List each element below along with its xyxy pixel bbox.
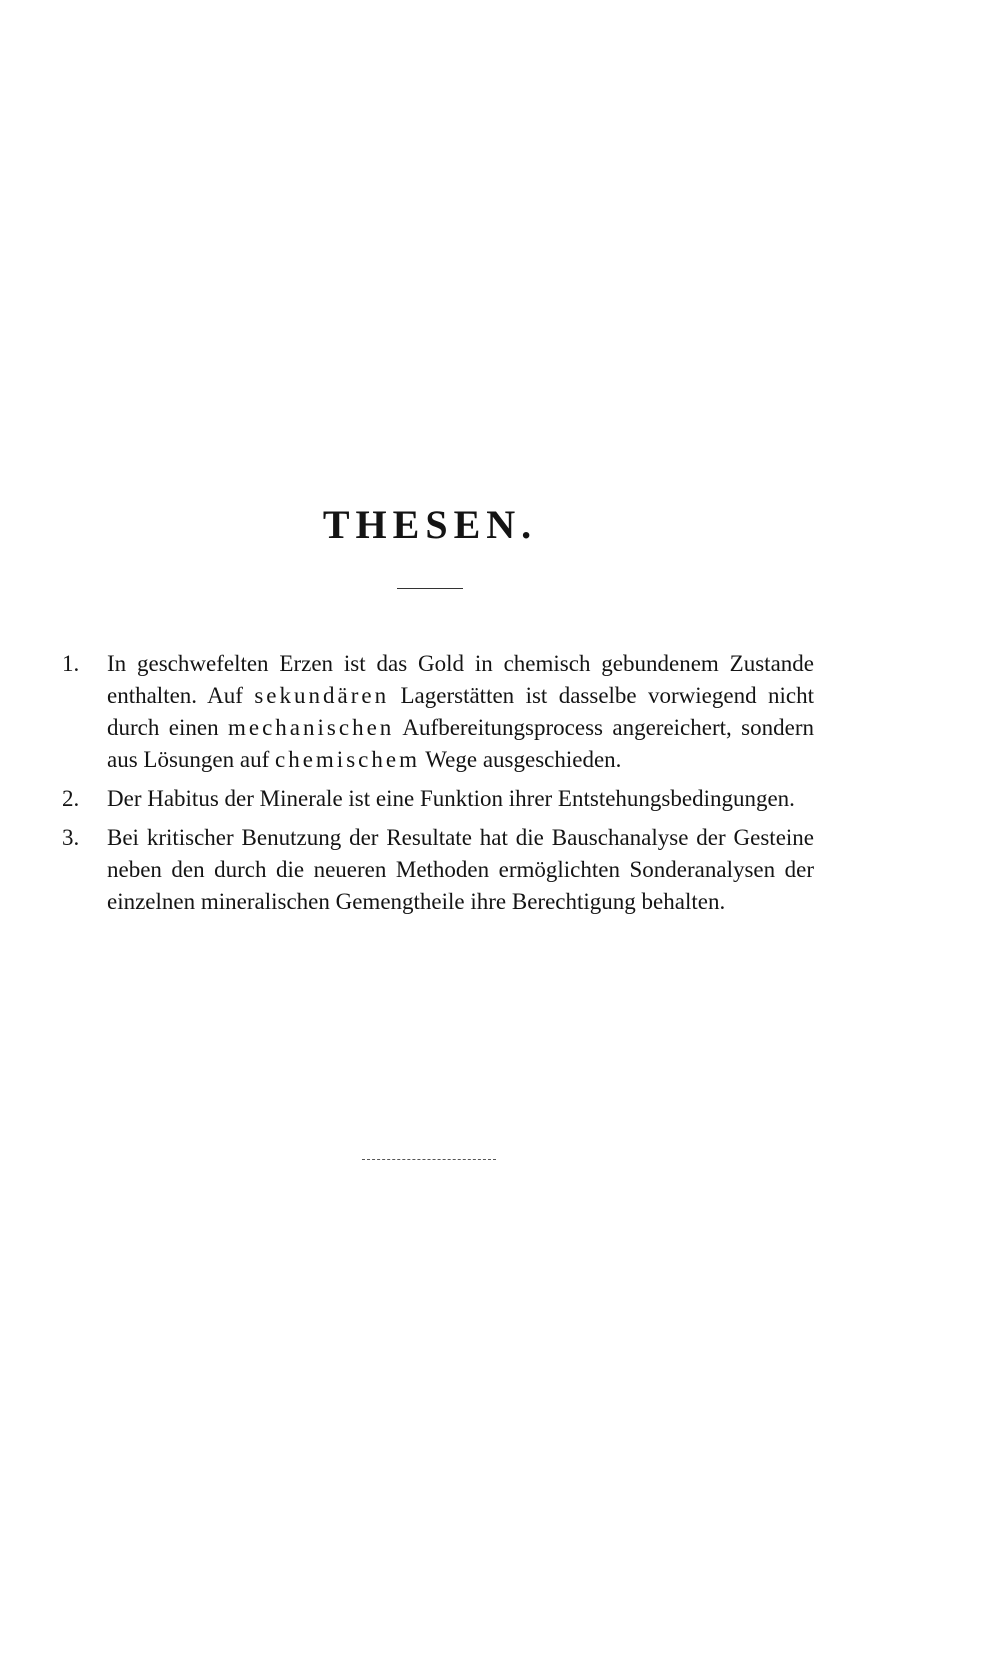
thesis-text-part: Aufbereitungsprocess angereichert, sondern aus Lösungen auf <box>107 715 814 772</box>
page-title: THESEN. <box>322 502 538 547</box>
thesis-text <box>107 648 814 776</box>
title-divider <box>397 588 463 589</box>
thesis-text-part-spaced: mechanischen <box>228 715 395 740</box>
thesis-text-part: Wege ausgeschieden. <box>419 747 622 772</box>
thesis-text <box>107 822 814 918</box>
thesis-number: 2. <box>62 786 80 811</box>
thesis-text-part-spaced: sekundären <box>254 683 390 708</box>
thesis-text <box>107 783 814 815</box>
thesis-text-part: In geschwefelten Erzen ist das Gold in chemisch gebundenem Zustande enthalten. Auf <box>107 651 814 708</box>
thesis-item <box>62 783 814 815</box>
theses-list <box>62 648 814 925</box>
closing-divider <box>362 1159 496 1160</box>
thesis-number: 3. <box>62 825 80 850</box>
thesis-text-part: Lagerstätten ist dasselbe vorwiegend nicht durch einen <box>107 683 814 740</box>
thesis-text-part: Der Habitus der Minerale ist eine Funktion ihrer Entstehungsbedingungen. <box>107 786 795 811</box>
thesis-text-part-spaced: chemischem <box>275 747 420 772</box>
thesis-number: 1. <box>62 651 80 676</box>
thesis-item <box>62 648 814 776</box>
thesis-item <box>62 822 814 918</box>
thesis-text-part: Bei kritischer Benutzung der Resultate hat die Bauschanalyse der Gesteine neben den durch die neueren Methoden ermöglichten Sonderanalysen der einzelnen mineralischen Gemengtheile ihre Berechtigung behalten. <box>107 825 814 914</box>
